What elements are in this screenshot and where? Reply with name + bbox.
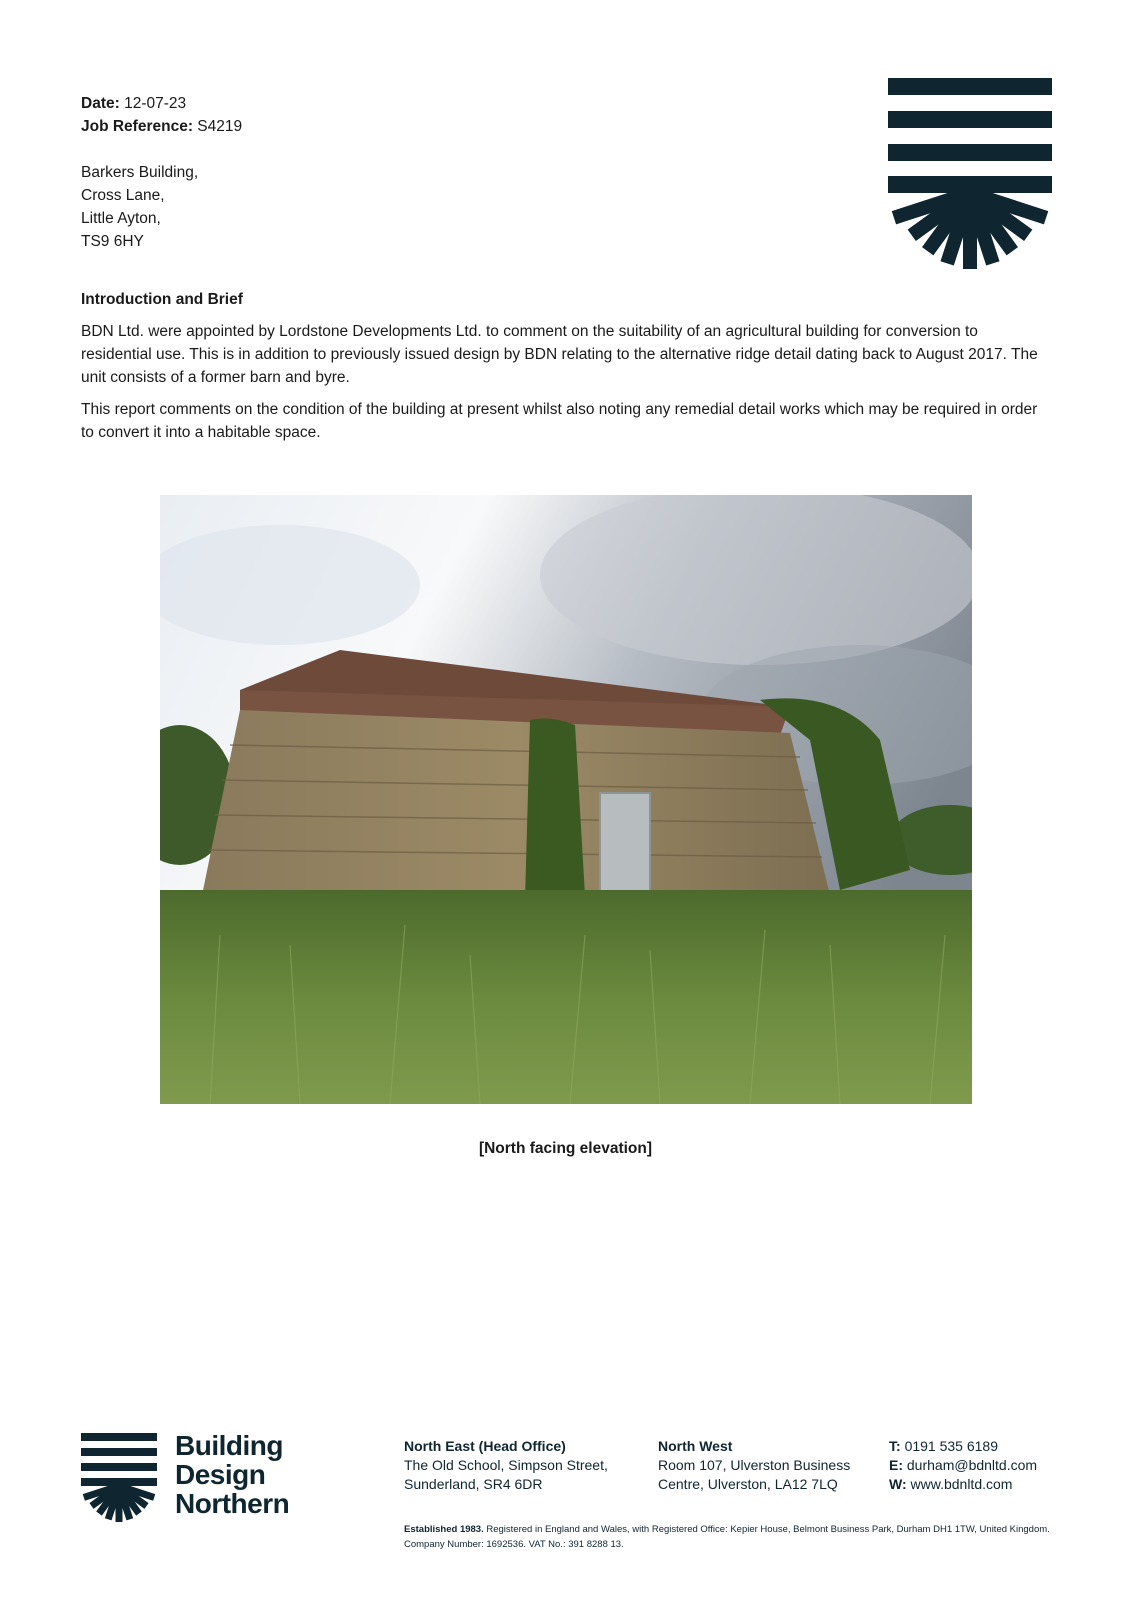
address-line: Little Ayton, [81,210,161,227]
email-line [889,1456,1037,1475]
job-reference-line [81,115,242,138]
section-heading: Introduction and Brief [81,291,243,308]
legal-notice [404,1522,1054,1552]
address-line: Cross Lane, [81,187,165,204]
email-label: E: [889,1457,903,1473]
introduction-section [81,288,1051,453]
date-value: 12-07-23 [124,95,187,112]
footer-logo-icon [81,1433,157,1525]
intro-paragraph: This report comments on the condition of the building at present whilst also noting any remedial detail works which may be required in order to convert it into a habitable space. [81,401,1038,441]
brand-word: Building [175,1430,283,1461]
office-address-line: The Old School, Simpson Street, [404,1457,608,1473]
registration-text: Registered in England and Wales, with Registered Office: Kepier House, Belmont Business Park, Durham DH1 1TW, United Kingdom. Company Number: 1692536. VAT No.: 391 8288 13. [404,1524,1050,1550]
office-address-line: Sunderland, SR4 6DR [404,1476,543,1492]
barn-photo [160,495,972,1104]
intro-paragraph: BDN Ltd. were appointed by Lordstone Developments Ltd. to comment on the suitability of an agricultural building for conversion to residential use. This is in addition to previously issued design by BDN relating to the alternative ridge detail dating back to August 2017. The unit consists of a former barn and byre. [81,323,1038,386]
job-reference-value: S4219 [197,118,243,135]
date-label: Date: [81,95,120,112]
job-reference-label: Job Reference: [81,118,193,135]
phone-line [889,1437,1037,1456]
web-line [889,1475,1037,1494]
address-line: TS9 6HY [81,233,144,250]
brand-word: Design [175,1459,266,1490]
document-meta [81,92,242,138]
office-heading: North East (Head Office) [404,1438,566,1454]
office-north-west [658,1437,850,1494]
date-line [81,92,242,115]
brand-name [175,1431,289,1518]
office-address-line: Room 107, Ulverston Business [658,1457,851,1473]
company-logo-icon [888,78,1052,270]
office-north-east [404,1437,608,1494]
web-label: W: [889,1476,907,1492]
site-address [81,161,198,253]
email-address[interactable]: durham@bdnltd.com [906,1457,1038,1473]
brand-word: Northern [175,1488,290,1519]
office-heading: North West [658,1438,733,1454]
contact-details [889,1437,1037,1494]
established-text: Established 1983. [404,1524,484,1535]
phone-number[interactable]: 0191 535 6189 [904,1438,998,1454]
address-line: Barkers Building, [81,164,199,181]
website-link[interactable]: www.bdnltd.com [910,1476,1013,1492]
photo-caption: [North facing elevation] [478,1140,653,1157]
phone-label: T: [889,1438,901,1454]
office-address-line: Centre, Ulverston, LA12 7LQ [658,1476,838,1492]
